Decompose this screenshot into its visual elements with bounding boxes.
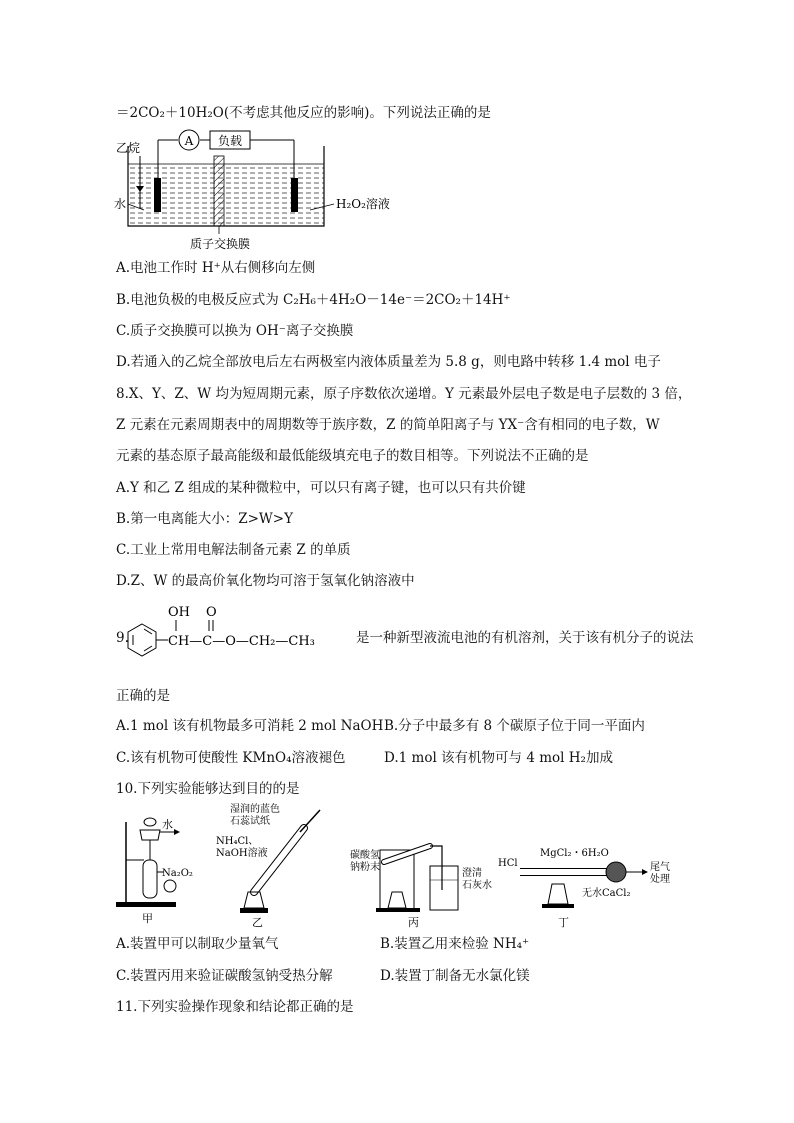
q8-stem-line3: 元素的基态原子最高能级和最低能级填充电子的数目相等。下列说法不正确的是 bbox=[116, 448, 589, 464]
membrane-label: 质子交换膜 bbox=[190, 237, 251, 251]
q10-option-c: C.装置丙用来验证碳酸氢钠受热分解 bbox=[116, 968, 333, 984]
apparatus-figures bbox=[112, 800, 672, 930]
apparatus-jia bbox=[116, 817, 193, 925]
q8-stem-line2: Z 元素在元素周期表中的周期数等于族序数，Z 的简单阳离子与 YX⁻含有相同的电子数，W bbox=[116, 417, 660, 433]
ding-cacl-label: 无水CaCl₂ bbox=[582, 888, 631, 899]
jia-na2o2-label: Na₂O₂ bbox=[162, 868, 193, 879]
formula-chain: CH—C—O—CH₂—CH₃ bbox=[168, 634, 315, 649]
q8-option-a: A.Y 和乙 Z 组成的某种微粒中，可以只有离子键，也可以只有共价键 bbox=[116, 480, 526, 496]
ethane-label: 乙烷 bbox=[116, 141, 141, 155]
funnel-icon bbox=[140, 830, 160, 840]
ding-hcl-label: HCl bbox=[498, 858, 518, 869]
bing-powder-label-1: 碳酸氢 bbox=[350, 850, 380, 861]
benzene-ring-icon bbox=[128, 624, 156, 656]
ding-mgcl-label: MgCl₂・6H₂O bbox=[540, 848, 609, 859]
yi-paper-label-1: 湿润的蓝色 bbox=[230, 804, 280, 815]
q9-stem-line2: 正确的是 bbox=[116, 688, 170, 704]
q9-stem-after: 是一种新型液流电池的有机溶剂，关于该有机分子的说法 bbox=[356, 630, 694, 646]
q11-stem: 11.下列实验操作现象和结论都正确的是 bbox=[116, 999, 354, 1015]
bing-lime-label-1: 澄清 bbox=[462, 868, 482, 879]
q7-intro: ＝2CO₂＋10H₂O(不考虑其他反应的影响)。下列说法正确的是 bbox=[116, 105, 491, 121]
q7-option-b: B.电池负极的电极反应式为 C₂H₆＋4H₂O－14e⁻＝2CO₂＋14H⁺ bbox=[116, 292, 511, 308]
proton-exchange-membrane bbox=[214, 156, 224, 226]
jia-water-label: 水 bbox=[162, 818, 173, 831]
q10-stem: 10.下列实验能够达到目的的是 bbox=[116, 781, 300, 797]
yi-reagent-label-1: NH₄Cl、 bbox=[216, 836, 259, 847]
ding-gas-label-2: 处理 bbox=[650, 874, 670, 885]
bing-label: 丙 bbox=[408, 916, 419, 929]
q9-option-b: B.分子中最多有 8 个碳原子位于同一平面内 bbox=[384, 718, 645, 734]
yi-label: 乙 bbox=[252, 916, 263, 929]
ding-gas-label-1: 尾气 bbox=[650, 862, 670, 873]
bing-lime-label-2: 石灰水 bbox=[462, 880, 492, 891]
drying-tube-icon bbox=[606, 862, 626, 882]
apparatus-ding bbox=[498, 848, 670, 929]
apparatus-bing bbox=[350, 846, 492, 929]
beaker-icon bbox=[430, 866, 458, 910]
q8-stem-line1: 8.X、Y、Z、W 均为短周期元素，原子序数依次递增。Y 元素最外层电子数是电子层数的 3 倍， bbox=[116, 386, 692, 402]
test-tube-icon bbox=[143, 860, 157, 898]
q8-option-c: C.工业上常用电解法制备元素 Z 的单质 bbox=[116, 542, 351, 558]
q8-option-d: D.Z、W 的最高价氧化物均可溶于氢氧化钠溶液中 bbox=[116, 573, 415, 589]
q9-option-a: A.1 mol 该有机物最多可消耗 2 mol NaOH bbox=[116, 718, 384, 734]
q10-option-d: D.装置丁制备无水氯化镁 bbox=[380, 968, 530, 984]
ding-label: 丁 bbox=[558, 916, 569, 929]
q10-option-a: A.装置甲可以制取少量氧气 bbox=[116, 936, 279, 952]
jia-label: 甲 bbox=[142, 912, 153, 925]
load-label: 负载 bbox=[217, 134, 243, 148]
q7-option-d: D.若通入的乙烷全部放电后左右两极室内液体质量差为 5.8 g，则电路中转移 1.4 mol 电子 bbox=[116, 354, 661, 370]
battery-diagram bbox=[114, 126, 434, 254]
q10-option-b: B.装置乙用来检验 NH₄⁺ bbox=[380, 936, 530, 952]
q8-option-b: B.第一电离能大小：Z>W>Y bbox=[116, 511, 294, 527]
q9-structural-formula bbox=[124, 600, 356, 664]
ammeter-label: A bbox=[184, 134, 194, 148]
q7-option-c: C.质子交换膜可以换为 OH⁻离子交换膜 bbox=[116, 323, 354, 339]
formula-o: O bbox=[206, 605, 217, 620]
q9-option-c: C.该有机物可使酸性 KMnO₄溶液褪色 bbox=[116, 750, 346, 766]
yi-reagent-label-2: NaOH溶液 bbox=[216, 848, 268, 859]
q9-number: 9. bbox=[116, 630, 129, 646]
q9-option-d: D.1 mol 该有机物可与 4 mol H₂加成 bbox=[384, 750, 613, 766]
yi-paper-label-2: 石蕊试纸 bbox=[230, 816, 270, 827]
h2o2-label: H₂O₂溶液 bbox=[336, 197, 390, 211]
water-label: 水 bbox=[114, 197, 127, 211]
apparatus-yi bbox=[216, 802, 320, 929]
bing-powder-label-2: 钠粉末 bbox=[350, 862, 380, 873]
formula-oh: OH bbox=[168, 605, 190, 620]
q7-option-a: A.电池工作时 H⁺从右侧移向左侧 bbox=[116, 260, 316, 276]
